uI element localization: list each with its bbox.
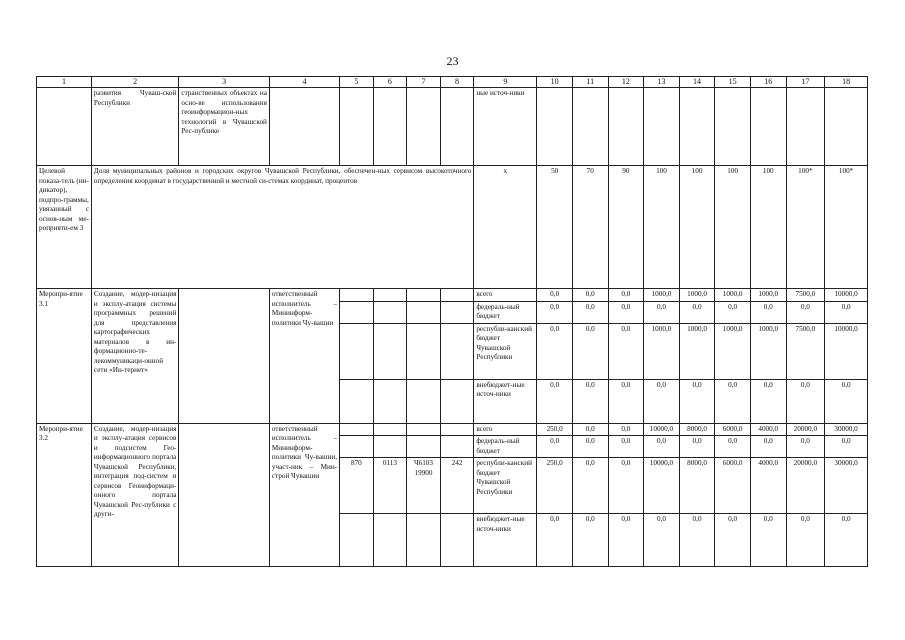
value-cell: 1000,0 [679, 289, 715, 302]
value-cell: 10000,0 [825, 323, 868, 379]
measure-name: Создание, модер-низация и эксплу-атация системы программных решений для представления картографических материалов в ин-формационно-те-лекоммуникаци-онной сети «Ин-тернет» [91, 289, 178, 424]
value-cell: 70 [572, 166, 608, 289]
continuation-row [37, 88, 868, 166]
value-cell: 0,0 [608, 301, 644, 323]
value-cell: 0,0 [572, 514, 608, 567]
table-cell [440, 379, 474, 423]
value-cell: 0,0 [644, 379, 680, 423]
table-cell [440, 301, 474, 323]
header-cell: 18 [825, 77, 868, 88]
value-cell: 0,0 [715, 301, 751, 323]
kbk-code-cell: Ч6103 19900 [407, 458, 441, 514]
table-cell [537, 88, 573, 166]
value-cell: 100* [786, 166, 825, 289]
table-cell [407, 379, 441, 423]
value-cell: 20000,0 [786, 458, 825, 514]
page-number: 23 [446, 54, 459, 68]
target-indicator-text: Доля муниципальных районов и городских округов Чувашской Республики, обеспечен-ных сервисом высокоточного определения координат в государственной и местной си-стемах координат, процентов [91, 166, 473, 289]
table-cell [340, 289, 374, 302]
header-cell: 15 [715, 77, 751, 88]
value-cell: 1000,0 [750, 289, 786, 302]
value-cell: 0,0 [786, 436, 825, 458]
value-cell: 0,0 [572, 301, 608, 323]
table-cell [407, 436, 441, 458]
value-cell: 1000,0 [679, 323, 715, 379]
table-cell: развития Чуваш-ской Республики [91, 88, 178, 166]
table-cell [407, 88, 441, 166]
header-cell: 4 [269, 77, 339, 88]
value-cell: 0,0 [572, 458, 608, 514]
measure-row [37, 289, 868, 302]
table-cell [340, 436, 374, 458]
table-cell [373, 323, 407, 379]
value-cell: 8000,0 [679, 458, 715, 514]
value-cell: 0,0 [537, 379, 573, 423]
value-cell: 8000,0 [679, 423, 715, 436]
value-cell: 0,0 [572, 289, 608, 302]
value-cell: 0,0 [608, 423, 644, 436]
value-cell: 0,0 [537, 289, 573, 302]
value-cell: 0,0 [825, 436, 868, 458]
table-cell [373, 301, 407, 323]
table-cell [407, 323, 441, 379]
table-cell [644, 88, 680, 166]
value-cell: 0,0 [608, 458, 644, 514]
header-cell: 6 [373, 77, 407, 88]
header-cell: 12 [608, 77, 644, 88]
target-indicator-label: Целевой показа-тель (ин-дикатор), подпро-граммы, увязанный с основ-ным ме-роприяти-ем 3 [37, 166, 92, 289]
value-cell: 0,0 [572, 423, 608, 436]
value-cell: 100* [825, 166, 868, 289]
value-cell: 0,0 [608, 514, 644, 567]
value-cell: 100 [715, 166, 751, 289]
table-cell [340, 88, 374, 166]
value-cell: 0,0 [786, 301, 825, 323]
value-cell: 0,0 [608, 289, 644, 302]
value-cell: 0,0 [679, 301, 715, 323]
value-cell: 6000,0 [715, 423, 751, 436]
header-cell: 7 [407, 77, 441, 88]
funding-source: внебюджет-ные источ-ники [474, 514, 537, 567]
value-cell: 250,0 [537, 458, 573, 514]
table-cell [440, 514, 474, 567]
table-cell [825, 88, 868, 166]
value-cell: 0,0 [825, 514, 868, 567]
table-cell [373, 88, 407, 166]
funding-source: федераль-ный бюджет [474, 436, 537, 458]
table-cell [715, 88, 751, 166]
header-cell: 11 [572, 77, 608, 88]
value-cell: 0,0 [608, 379, 644, 423]
value-cell: 0,0 [825, 301, 868, 323]
table-cell [608, 88, 644, 166]
table-cell [407, 289, 441, 302]
table-cell [340, 514, 374, 567]
header-cell: 8 [440, 77, 474, 88]
value-cell: 20000,0 [786, 423, 825, 436]
measure-row [37, 423, 868, 436]
value-cell: 0,0 [537, 436, 573, 458]
table-cell [269, 88, 339, 166]
table-cell [440, 436, 474, 458]
value-cell: 1000,0 [715, 289, 751, 302]
value-cell: 0,0 [715, 514, 751, 567]
table-cell [373, 423, 407, 436]
table-cell [440, 289, 474, 302]
value-cell: 4000,0 [750, 423, 786, 436]
funding-source: федераль-ный бюджет [474, 301, 537, 323]
value-cell: 0,0 [679, 379, 715, 423]
value-cell: 250,0 [537, 423, 573, 436]
measure-executor: ответственный исполнитель – Мининформ-политики Чу-вашии, участ-ник – Мин-строй Чувашии [269, 423, 339, 567]
table-cell [179, 423, 270, 567]
value-cell: 0,0 [750, 436, 786, 458]
value-cell: 0,0 [608, 323, 644, 379]
value-cell: 7500,0 [786, 323, 825, 379]
funding-source: внебюджет-ные источ-ники [474, 379, 537, 423]
value-cell: 0,0 [537, 514, 573, 567]
table-cell [407, 301, 441, 323]
header-row [37, 77, 868, 88]
table-cell [373, 289, 407, 302]
header-cell: 10 [537, 77, 573, 88]
value-cell: 0,0 [715, 436, 751, 458]
value-cell: 0,0 [750, 379, 786, 423]
table-cell [340, 323, 374, 379]
table-cell [440, 88, 474, 166]
value-cell: 0,0 [537, 301, 573, 323]
value-cell: 0,0 [644, 436, 680, 458]
value-cell: 1000,0 [750, 323, 786, 379]
value-cell: 1000,0 [644, 323, 680, 379]
funding-source: республи-канский бюджет Чувашской Республики [474, 458, 537, 514]
table-cell: странственных объектах на осно-ве использования геоинформацион-ных технологий в Чувашской Рес-публике [179, 88, 270, 166]
header-cell: 9 [474, 77, 537, 88]
value-cell: 0,0 [679, 436, 715, 458]
kbk-code-cell: 242 [440, 458, 474, 514]
header-cell: 17 [786, 77, 825, 88]
value-cell: 10000,0 [644, 458, 680, 514]
header-cell: 1 [37, 77, 92, 88]
table-cell [340, 301, 374, 323]
table-cell [373, 514, 407, 567]
table-cell [37, 88, 92, 166]
program-table [36, 76, 868, 567]
value-cell: 0,0 [572, 379, 608, 423]
table-cell: ные источ-ники [474, 88, 537, 166]
target-indicator-row [37, 166, 868, 289]
value-cell: 0,0 [715, 379, 751, 423]
measure-executor: ответственный исполнитель – Мининформ-политики Чу-вашии [269, 289, 339, 424]
value-cell: 1000,0 [715, 323, 751, 379]
value-cell: 90 [608, 166, 644, 289]
header-cell: 16 [750, 77, 786, 88]
value-cell: 0,0 [572, 436, 608, 458]
value-cell: 1000,0 [644, 289, 680, 302]
kbk-code-cell: 870 [340, 458, 374, 514]
value-cell: 0,0 [786, 379, 825, 423]
value-cell: 4000,0 [750, 458, 786, 514]
value-cell: 0,0 [572, 323, 608, 379]
value-cell: 0,0 [825, 379, 868, 423]
value-cell: 7500,0 [786, 289, 825, 302]
value-cell: 100 [750, 166, 786, 289]
value-cell: 100 [644, 166, 680, 289]
table-cell [679, 88, 715, 166]
table-cell: х [474, 166, 537, 289]
funding-source: всего [474, 423, 537, 436]
value-cell: 0,0 [750, 514, 786, 567]
header-cell: 3 [179, 77, 270, 88]
funding-source: всего [474, 289, 537, 302]
table-cell [179, 289, 270, 424]
header-cell: 5 [340, 77, 374, 88]
value-cell: 6000,0 [715, 458, 751, 514]
value-cell: 10000,0 [644, 423, 680, 436]
table-cell [340, 379, 374, 423]
value-cell: 30000,0 [825, 458, 868, 514]
value-cell: 0,0 [679, 514, 715, 567]
table-cell [373, 436, 407, 458]
value-cell: 0,0 [537, 323, 573, 379]
value-cell: 10000,0 [825, 289, 868, 302]
value-cell: 0,0 [786, 514, 825, 567]
table-cell [750, 88, 786, 166]
table-cell [407, 514, 441, 567]
measure-name: Создание, модер-низация и эксплу-атация сервисов и подсистем Гео-информационного портала Чувашской Республики, интеграция под-систем и сервисов Геоинформаци-онного портала Чувашской Рес-публики с други- [91, 423, 178, 567]
value-cell: 0,0 [644, 514, 680, 567]
value-cell: 100 [679, 166, 715, 289]
header-cell: 14 [679, 77, 715, 88]
header-cell: 2 [91, 77, 178, 88]
table-cell [572, 88, 608, 166]
value-cell: 30000,0 [825, 423, 868, 436]
value-cell: 50 [537, 166, 573, 289]
table-cell [407, 423, 441, 436]
header-cell: 13 [644, 77, 680, 88]
measure-label: Меропри-ятие 3.2 [37, 423, 92, 567]
measure-label: Меропри-ятие 3.1 [37, 289, 92, 424]
table-cell [373, 379, 407, 423]
table-cell [440, 423, 474, 436]
funding-source: республи-канский бюджет Чувашской Республики [474, 323, 537, 379]
value-cell: 0,0 [644, 301, 680, 323]
table-cell [340, 423, 374, 436]
value-cell: 0,0 [608, 436, 644, 458]
value-cell: 0,0 [750, 301, 786, 323]
kbk-code-cell: 0113 [373, 458, 407, 514]
table-cell [786, 88, 825, 166]
table-cell [440, 323, 474, 379]
